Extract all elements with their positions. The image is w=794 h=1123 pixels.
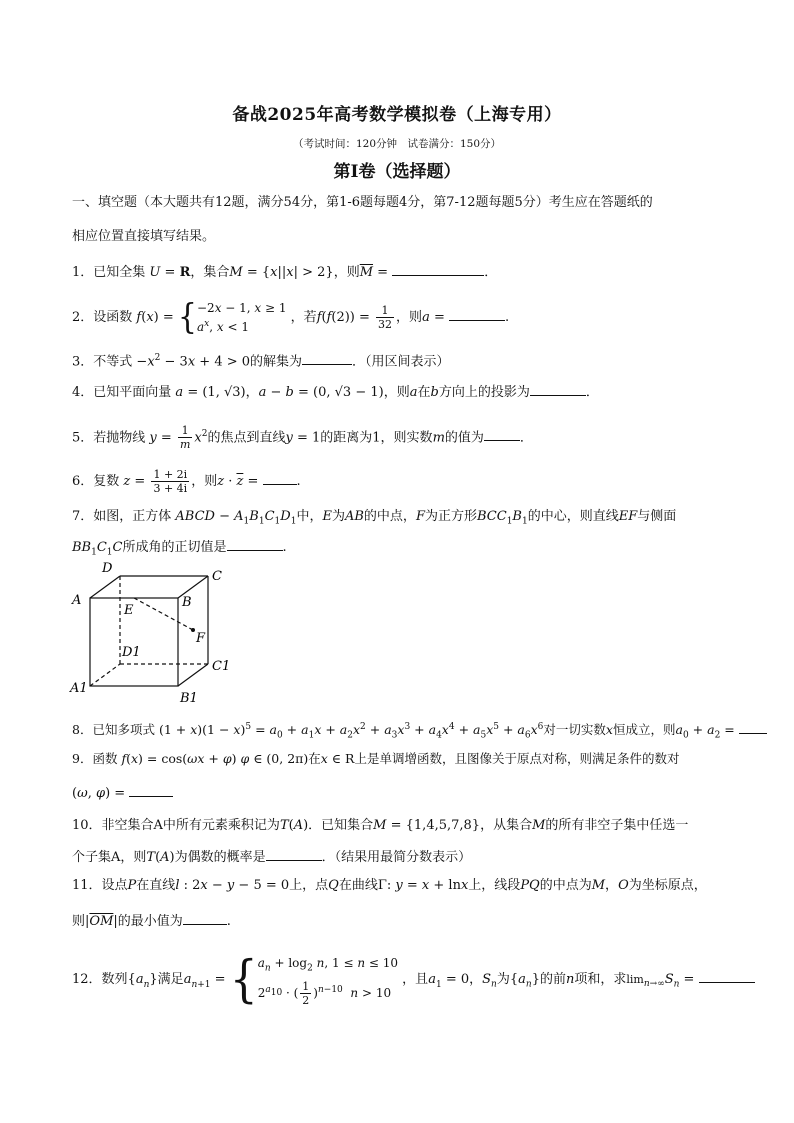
answer-blank-11[interactable] xyxy=(183,910,227,925)
answer-blank-9[interactable] xyxy=(129,782,173,797)
label-D: D xyxy=(102,561,113,576)
label-F: F xyxy=(196,631,206,646)
label-B1: B1 xyxy=(180,691,198,706)
label-C1: C1 xyxy=(212,659,231,674)
question-7-line2: $BB_1C_1C$所成角的正切值是 . xyxy=(72,536,732,563)
question-11-line1: 11．设点P在直线l : 2x − y − 5 = 0上，点Q在曲线Γ: y = x + lnx上，线段PQ的中点为M，O为坐标原点， xyxy=(72,878,707,893)
question-10-line1: 10．非空集合A中所有元素乘积记为T(A)．已知集合M = {1,4,5,7,8}，从集合M的所有非空子集中任选一 xyxy=(72,818,689,833)
cube-front-face xyxy=(90,598,178,686)
answer-blank-4[interactable] xyxy=(530,381,586,396)
question-2: 2．设函数 f(x) = {−2x − 1, x ≥ 1 $a^x$, x < 1 ，若f(f(2)) = $\frac{1}{32}$ ，则a = . xyxy=(72,296,510,338)
label-D1: D1 xyxy=(122,645,141,660)
answer-blank-3[interactable] xyxy=(302,350,352,365)
answer-blank-2[interactable] xyxy=(449,306,505,321)
cube-edge-AD xyxy=(90,576,120,598)
answer-blank-1[interactable] xyxy=(392,261,484,276)
cube-hidden-A1D1 xyxy=(90,664,120,686)
question-9-line2: (ω, φ) = xyxy=(72,782,732,804)
exam-title: 备战2025年高考数学模拟卷（上海专用） xyxy=(232,105,562,125)
question-7-line1: 7．如图，正方体 ABCD − $A_1B_1C_1D_1$中，E为AB的中点，F为正方形$BCC_1B_1$的中心，则直线EF与侧面 xyxy=(72,509,677,527)
question-11-line2: 则$|\overline{OM}|$的最小值为 . xyxy=(72,910,732,932)
answer-blank-6[interactable] xyxy=(263,470,297,485)
question-4: 4．已知平面向量 a = (1, √3)，a − b = (0, √3 − 1)，则a在b方向上的投影为 ． xyxy=(72,381,732,403)
part-heading: 第Ⅰ卷（选择题） xyxy=(333,162,461,182)
label-B: B xyxy=(182,595,192,610)
section-instructions-line2: 相应位置直接填写结果。 xyxy=(72,229,216,244)
exam-subtitle: （考试时间：120分钟 试卷满分：150分） xyxy=(292,138,502,150)
answer-blank-8[interactable] xyxy=(739,719,767,734)
label-A: A xyxy=(72,593,82,608)
question-1: 1．已知全集 U = R，集合M = {x||x| > 2}，则$\overline{M}$ = ． xyxy=(72,261,732,283)
question-5: 5．若抛物线 y = $\frac{1}{m}$ $x^2$的焦点到直线y = 1的距离为1，则实数m的值为 ． xyxy=(72,424,533,452)
answer-blank-5[interactable] xyxy=(484,426,520,441)
question-10-line2: 个子集A，则T(A)为偶数的概率是 ．（结果用最简分数表示） xyxy=(72,846,732,868)
answer-blank-7[interactable] xyxy=(227,536,283,551)
question-3: 3．不等式 $-x^2 - 3x + 4 > 0$的解集为 ．（用区间表示） xyxy=(72,348,732,372)
question-9-line1: 9．函数 f(x) = cos(ωx + φ) φ ∈ (0, 2π)在x ∈ R上是单调增函数，且图像关于原点对称，则满足条件的数对 xyxy=(72,751,680,766)
cube-edge-B1C1 xyxy=(178,664,208,686)
section-instructions-line1: 一、填空题（本大题共有12题，满分54分，第1-6题每题4分，第7-12题每题5分）考生应在答题纸的 xyxy=(72,195,653,210)
label-E: E xyxy=(124,603,134,618)
answer-blank-10[interactable] xyxy=(266,846,322,861)
question-12: 12．数列$\{a_n\}$满足$a_{n+1} = \{a_n + \log_2 n$, 1 ≤ n ≤ 10 $2^{a_{10}}$ · ( $\frac{1}{2}$ )$^{n-10}$ n > 10 ，且$a_1 = 0$，$S_n$为$\{a_n\}$的前n项和，求$\lim_{n\to\infty}S_n$ = xyxy=(72,952,732,1007)
cube-figure xyxy=(64,560,244,710)
answer-blank-12[interactable] xyxy=(699,968,755,983)
question-8: 8．已知多项式 $(1 + x)(1 - x)^5 = a_0 + a_1x + a_2x^2 + a_3x^3 + a_4x^4 + a_5x^5 + a_6x^6$对一切实数x恒成立，则$a_0 + a_2$ = xyxy=(72,717,732,746)
point-F xyxy=(191,628,195,632)
label-C: C xyxy=(212,569,222,584)
label-A1: A1 xyxy=(70,681,88,696)
question-6: 6．复数 z = $\frac{1 + 2i}{3 + 4i}$ ，则$z \cdot \overline{z}$ = . xyxy=(72,468,301,495)
